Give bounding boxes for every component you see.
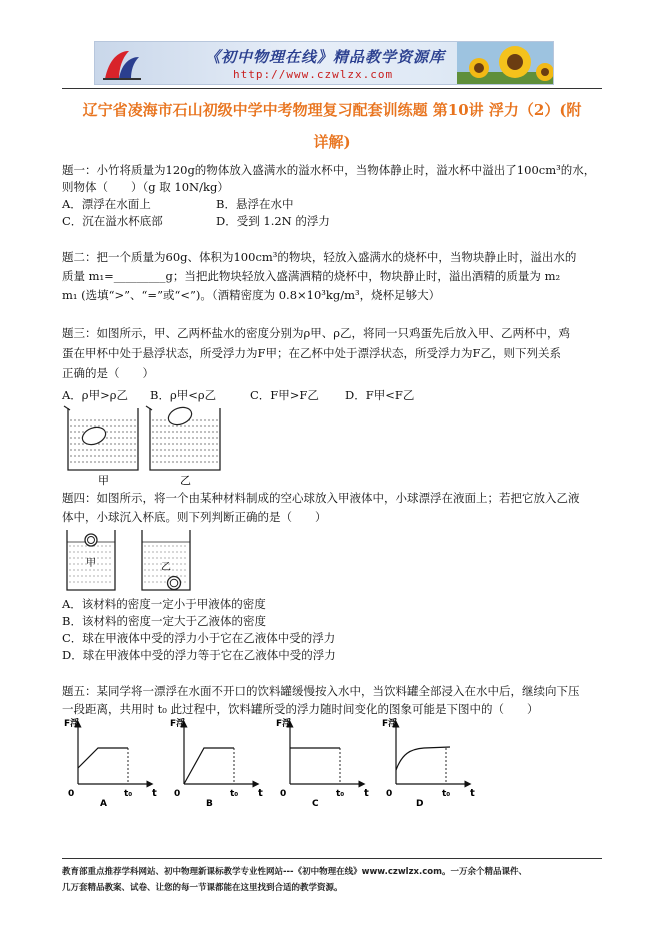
- q4-option-a: A．该材料的密度一定小于甲液体的密度: [62, 597, 266, 611]
- q1-option-b: B．悬浮在水中: [216, 197, 294, 211]
- q2-line-1: 题二：把一个质量为60g、体积为100cm³的物块，轻放入盛满水的烧杯中，当物块静止时，溢出水的: [62, 250, 577, 264]
- q4-line-1: 题四：如图所示，将一个由某种材料制成的空心球放入甲液体中，小球漂浮在液面上；若把它放入乙液: [62, 491, 580, 505]
- graph-b-t: t: [258, 788, 263, 799]
- q4-cups-figure: [62, 528, 202, 594]
- graph-b-curve: [184, 748, 234, 784]
- beaker-jia: [64, 406, 138, 470]
- site-logo: [99, 45, 143, 83]
- graph-d-letter: D: [416, 799, 424, 809]
- graph-b-letter: B: [206, 799, 213, 809]
- graph-d-curve: [396, 747, 450, 770]
- graph-a-letter: A: [100, 799, 107, 809]
- graph-d-origin: 0: [386, 789, 393, 799]
- graph-a-f-label: F浮: [64, 719, 80, 729]
- q4-option-b: B．该材料的密度一定大于乙液体的密度: [62, 614, 266, 628]
- graph-a: [64, 718, 157, 809]
- footer-line-2: 几万套精品教案、试卷、让您的每一节课都能在这里找到合适的教学资源。: [62, 883, 343, 893]
- beaker-yi: [146, 404, 220, 470]
- graph-c-letter: C: [312, 799, 319, 809]
- question-2: [62, 248, 602, 305]
- q3-line-1: 题三：如图所示，甲、乙两杯盐水的密度分别为ρ甲、ρ乙，将同一只鸡蛋先后放入甲、乙两杯中，鸡: [62, 326, 571, 340]
- cup-yi: [142, 530, 190, 590]
- graph-a-curve: [78, 748, 128, 768]
- q4-option-c: C．球在甲液体中受的浮力小于它在乙液体中受的浮力: [62, 631, 336, 645]
- q3-option-c: C．F甲>F乙: [250, 388, 319, 402]
- graph-b-f-label: F浮: [170, 719, 186, 729]
- question-4: [62, 489, 602, 527]
- graph-b-t0: t₀: [230, 789, 239, 799]
- q5-line-1: 题五：某同学将一漂浮在水面不开口的饮料罐缓慢按入水中，当饮料罐全部浸入在水中后，继续向下压: [62, 684, 580, 698]
- document-title: [62, 94, 602, 158]
- cup-jia: [67, 530, 115, 590]
- sunflower-image: [457, 42, 553, 85]
- graph-b-origin: 0: [174, 789, 181, 799]
- ball-floating: [85, 534, 97, 546]
- graph-d-t0: t₀: [442, 789, 451, 799]
- cup-label-jia: 甲: [86, 558, 96, 569]
- graph-c-f-label: F浮: [276, 719, 292, 729]
- question-3: [62, 323, 602, 383]
- graph-a-t: t: [152, 788, 157, 799]
- q5-line-2: 一段距离，共用时 t₀ 此过程中，饮料罐所受的浮力随时间变化的图象可能是下图中的（ ）: [62, 702, 539, 716]
- q3-beakers-figure: [62, 402, 232, 486]
- q1-option-c: C．沉在溢水杯底部: [62, 214, 163, 228]
- question-1: [62, 162, 602, 196]
- q4-line-2: 体中，小球沉入杯底。则下列判断正确的是（ ）: [62, 510, 327, 524]
- graph-d-t: t: [470, 788, 475, 799]
- q2-line-2: 质量 m₁=_________g；当把此物块轻放入盛满酒精的烧杯中，物块静止时，溢出酒精的质量为 m₂: [62, 269, 561, 283]
- footer-line-1: 教育部重点推荐学科网站、初中物理新课标教学专业性网站---《初中物理在线》www.czwlzx.com。一万余个精品课件、: [62, 867, 527, 877]
- graph-c-t: t: [364, 788, 369, 799]
- q3-line-3: 正确的是（ ）: [62, 366, 154, 380]
- q1-line-2: 则物体（ ）（g 取 10N/kg）: [62, 180, 229, 194]
- ball-sunk: [168, 577, 181, 590]
- q3-option-b: B．ρ甲<ρ乙: [150, 388, 217, 402]
- question-5: [62, 682, 602, 718]
- q1-line-1: 题一：小竹将质量为120g的物体放入盛满水的溢水杯中，当物体静止时，溢水杯中溢出了100cm³的水，: [62, 163, 596, 177]
- graph-d: [382, 718, 475, 809]
- q3-option-d: D．F甲<F乙: [345, 388, 415, 402]
- footer-rule: [62, 858, 602, 859]
- graph-c-t0: t₀: [336, 789, 345, 799]
- label-jia: 甲: [98, 474, 109, 486]
- q1-option-a: A．漂浮在水面上: [62, 197, 151, 211]
- document-title-line-1: 辽宁省凌海市石山初级中学中考物理复习配套训练题 第10讲 浮力（2）(附: [82, 101, 582, 119]
- page-footer: [62, 864, 602, 896]
- graph-d-f-label: F浮: [382, 719, 398, 729]
- q1-option-d: D．受到 1.2N 的浮力: [216, 214, 330, 228]
- graph-c: [276, 718, 369, 809]
- banner-title: 《初中物理在线》精品教学资源库: [205, 48, 446, 66]
- q5-graphs-figure: [62, 718, 502, 810]
- banner-url[interactable]: http://www.czwlzx.com: [233, 68, 394, 81]
- graph-a-origin: 0: [68, 789, 75, 799]
- label-yi: 乙: [180, 474, 191, 486]
- q2-line-3: m₁ (选填“>”、“=”或“<”)。（酒精密度为 0.8×10³kg/m³，烧杯足够大）: [62, 288, 441, 302]
- graph-b: [170, 718, 263, 809]
- header-banner: [94, 41, 554, 85]
- cup-label-yi: 乙: [161, 562, 171, 573]
- header-rule: [62, 88, 602, 89]
- graph-c-origin: 0: [280, 789, 287, 799]
- q4-option-d: D．球在甲液体中受的浮力等于它在乙液体中受的浮力: [62, 648, 336, 662]
- egg-floating: [166, 404, 194, 427]
- graph-a-t0: t₀: [124, 789, 133, 799]
- document-title-line-2: 详解): [313, 133, 351, 151]
- q3-line-2: 蛋在甲杯中处于悬浮状态，所受浮力为F甲；在乙杯中处于漂浮状态，所受浮力为F乙，则下列关系: [62, 346, 561, 360]
- q3-option-a: A．ρ甲>ρ乙: [62, 388, 128, 402]
